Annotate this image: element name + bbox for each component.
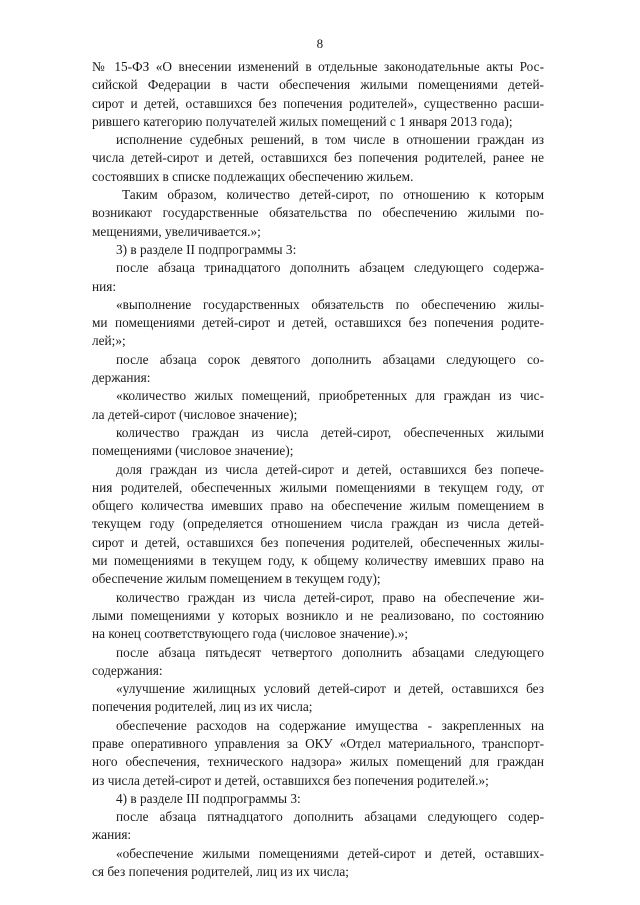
text-line: ного обеспечения, технического надзора» жилых помещений для граждан xyxy=(92,754,544,770)
text-line: лей;»; xyxy=(92,333,126,349)
text-line: текущем году (определяется отношением числа граждан из числа детей- xyxy=(92,516,544,532)
text-line: сирот и детей, оставшихся без попечения родителей», существенно расши- xyxy=(92,95,544,111)
text-line: 4) в разделе III подпрограммы 3: xyxy=(116,790,301,806)
text-line: лыми помещениями у которых возникло и не реализовано, по состоянию xyxy=(92,607,544,623)
text-line: «обеспечение жилыми помещениями детей-сирот и детей, оставших- xyxy=(116,845,544,861)
text-line: количество граждан из числа детей-сирот, обеспеченных жилыми xyxy=(116,424,544,440)
text-line: из числа детей-сирот и детей, оставшихся без попечения родителей.»; xyxy=(92,772,489,788)
text-line: мещениями, увеличивается.»; xyxy=(92,223,261,239)
text-line: попечения родителей, лиц из их числа; xyxy=(92,699,313,715)
text-line: числа детей-сирот и детей, оставшихся без попечения родителей, ранее не xyxy=(92,150,544,166)
text-line: исполнение судебных решений, в том числе в отношении граждан из xyxy=(116,132,544,148)
text-line: № 15-ФЗ «О внесении изменений в отдельные законодательные акты Рос- xyxy=(92,59,544,74)
text-line: ла детей-сирот (числовое значение); xyxy=(92,406,298,422)
text-line: «количество жилых помещений, приобретенных для граждан из чис- xyxy=(116,388,544,404)
text-line: доля граждан из числа детей-сирот и детей, оставшихся без попече- xyxy=(116,461,544,477)
text-line: «выполнение государственных обязательств по обеспечению жилы- xyxy=(116,296,544,312)
text-line: сирот и детей, оставшихся без попечения родителей, обеспеченных жилы- xyxy=(92,534,544,550)
text-line: 3) в разделе II подпрограммы 3: xyxy=(116,241,297,257)
text-line: возникают государственные обязательства по обеспечению жилыми по- xyxy=(92,205,544,221)
text-line: общего количества имевших право на обеспечение жилым помещением в xyxy=(92,498,544,514)
document-body xyxy=(92,58,544,881)
text-line: обеспечение расходов на содержание имущества - закрепленных на xyxy=(116,717,544,733)
text-line: ния родителей, обеспеченных жилыми помещениями в текущем году, от xyxy=(92,479,544,495)
page-number: 8 xyxy=(316,36,324,51)
text-line: после абзаца сорок девятого дополнить абзацами следующего со- xyxy=(116,351,544,367)
text-line: состоявших в списке подлежащих обеспечению жильем. xyxy=(92,168,414,184)
text-line: Таким образом, количество детей-сирот, по отношению к которым xyxy=(122,187,544,203)
text-line: после абзаца пятнадцатого дополнить абзацами следующего содер- xyxy=(116,809,544,825)
text-line: после абзаца тринадцатого дополнить абзацем следующего содержа- xyxy=(116,260,544,276)
text-line: держания: xyxy=(92,370,151,386)
text-line: сийской Федерации в части обеспечения жилыми помещениями детей- xyxy=(92,77,544,93)
text-line: на конец соответствующего года (числовое значение).»; xyxy=(92,626,409,642)
text-line: «улучшение жилищных условий детей-сирот и детей, оставшихся без xyxy=(116,681,544,697)
text-line: количество граждан из числа детей-сирот, право на обеспечение жи- xyxy=(116,589,544,605)
text-line: после абзаца пятьдесят четвертого дополнить абзацами следующего xyxy=(116,644,544,660)
text-line: рившего категорию получателей жилых помещений с 1 января 2013 года); xyxy=(92,113,513,129)
text-line: жания: xyxy=(92,827,132,843)
text-line: обеспечение жилым помещением в текущем году); xyxy=(92,571,381,587)
text-line: ми помещениями детей-сирот и детей, оставшихся без попечения родите- xyxy=(92,315,544,331)
text-line: ния: xyxy=(92,278,117,294)
text-line: ся без попечения родителей, лиц из их числа; xyxy=(92,864,350,880)
text-line: праве оперативного управления за ОКУ «Отдел материального, транспорт- xyxy=(92,735,544,751)
text-line: помещениями (числовое значение); xyxy=(92,443,294,459)
text-line: содержания: xyxy=(92,662,163,678)
text-line: ми помещениями в текущем году, к общему количеству имевших право на xyxy=(92,553,544,569)
